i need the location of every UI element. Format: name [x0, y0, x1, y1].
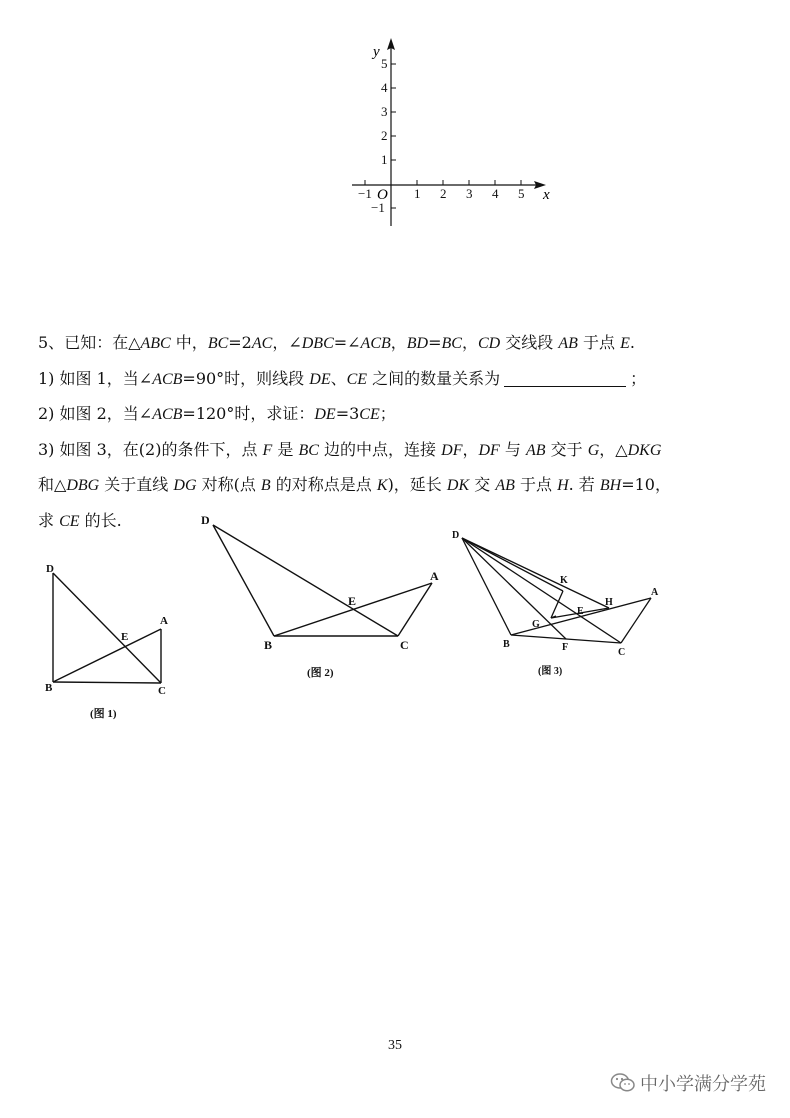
text: ； — [379, 404, 396, 423]
text: ， — [462, 439, 479, 459]
math: BD — [406, 335, 429, 352]
math: CE — [346, 370, 368, 388]
figure-2-caption: (图 2) — [307, 667, 334, 679]
label-E: E — [121, 631, 129, 643]
x-tick-4: 4 — [492, 186, 499, 201]
figure-2 — [192, 508, 452, 688]
text: . — [629, 333, 636, 352]
math: DE — [309, 370, 331, 388]
math: AB — [558, 335, 578, 352]
label-B: B — [503, 639, 510, 650]
math: DKG — [627, 441, 662, 459]
problem-part-2 — [38, 397, 758, 433]
wechat-icon — [610, 1072, 636, 1094]
x-tick-2: 2 — [440, 186, 447, 201]
math: DG — [173, 477, 197, 494]
text: ，∠ — [272, 333, 302, 352]
math: ACB — [152, 370, 183, 388]
math: CE — [59, 512, 80, 530]
label-A: A — [651, 587, 659, 598]
math: ABC — [140, 335, 171, 352]
coordinate-axes — [340, 36, 560, 236]
text: 交 — [469, 475, 496, 494]
origin-label: O — [377, 187, 388, 203]
text: =10， — [621, 475, 671, 494]
y-axis-label: y — [373, 44, 380, 60]
label-A: A — [160, 615, 168, 627]
text: ， — [390, 333, 407, 352]
figure-3 — [448, 526, 678, 686]
label-E: E — [577, 606, 584, 617]
label-D: D — [201, 513, 210, 527]
figure-1 — [40, 558, 190, 728]
problem-given — [38, 326, 758, 362]
text: 的长. — [79, 510, 122, 530]
label-E: E — [348, 594, 357, 608]
problem-part-3 — [38, 433, 758, 469]
x-axis-label: x — [543, 187, 550, 203]
figure-1-caption: (图 1) — [90, 708, 117, 720]
math: BC — [441, 335, 462, 352]
label-D: D — [46, 563, 54, 575]
math: DF — [478, 441, 500, 459]
problem-part-1 — [38, 362, 758, 398]
text: 求 — [38, 510, 60, 530]
text: 、 — [330, 368, 347, 388]
text: 是 — [272, 439, 299, 459]
text: 1) 如图 1，当∠ — [38, 368, 153, 388]
text: 交线段 — [500, 333, 559, 352]
label-A: A — [430, 569, 439, 583]
label-B: B — [264, 638, 273, 652]
math: CD — [477, 335, 501, 352]
x-tick-neg1: −1 — [358, 186, 372, 201]
math: ACB — [152, 406, 183, 423]
label-D: D — [452, 530, 460, 541]
text: 与 — [499, 439, 526, 459]
text: 关于直线 — [99, 475, 174, 494]
label-B: B — [45, 682, 53, 694]
text: ； — [630, 368, 647, 388]
problem-part-3-cont — [38, 468, 758, 504]
math: ACB — [360, 335, 391, 352]
text: 于点 — [514, 475, 558, 494]
x-tick-1: 1 — [414, 186, 421, 201]
text: 和△ — [38, 475, 67, 494]
label-H: H — [605, 597, 613, 608]
label-K: K — [560, 575, 568, 586]
text: 中， — [170, 333, 208, 352]
label-G: G — [532, 619, 540, 630]
math: BC — [298, 441, 319, 459]
text: 于点 — [577, 333, 621, 352]
math: CE — [359, 406, 380, 423]
text: 2) 如图 2，当∠ — [38, 404, 153, 423]
math: AB — [495, 477, 515, 494]
text: = — [428, 333, 442, 352]
y-tick-2: 2 — [381, 128, 388, 143]
text: =∠ — [333, 333, 361, 352]
text: =120°时，求证： — [182, 404, 315, 423]
watermark — [610, 1070, 766, 1096]
x-tick-5: 5 — [518, 186, 525, 201]
label-C: C — [400, 638, 409, 652]
label-C: C — [618, 647, 626, 658]
math: F — [262, 441, 273, 459]
y-tick-5: 5 — [381, 56, 388, 71]
math: DF — [441, 441, 463, 459]
y-tick-3: 3 — [381, 104, 388, 119]
math: AB — [526, 441, 546, 459]
figure-3-caption: (图 3) — [538, 666, 563, 677]
math: BH — [599, 477, 622, 494]
math: DBG — [66, 477, 100, 494]
math: H — [557, 477, 569, 494]
math: BC — [207, 335, 229, 352]
math: B — [260, 477, 271, 494]
text: ，△ — [599, 439, 628, 459]
text: 交于 — [545, 439, 588, 459]
text: =3 — [335, 404, 360, 423]
math: DE — [314, 406, 336, 423]
math: AC — [251, 335, 273, 352]
text: 3) 如图 3，在(2)的条件下，点 — [38, 439, 263, 459]
label-C: C — [158, 685, 166, 697]
text: =2 — [228, 333, 252, 352]
watermark-text: 中小学满分学苑 — [640, 1074, 766, 1095]
text: ， — [461, 333, 478, 352]
text: 已知：在△ — [64, 333, 141, 352]
text: )，延长 — [387, 475, 447, 494]
math: E — [620, 335, 630, 352]
text: 边的中点，连接 — [318, 439, 442, 459]
page-number: 35 — [388, 1038, 402, 1053]
label-F: F — [562, 642, 569, 653]
y-tick-4: 4 — [381, 80, 388, 95]
text: 对称(点 — [196, 475, 261, 494]
math: G — [587, 441, 600, 459]
math: DK — [446, 477, 470, 494]
answer-blank — [504, 368, 626, 387]
text: 之间的数量关系为 — [367, 368, 501, 388]
text: 的对称点是点 — [270, 475, 377, 494]
y-tick-1: 1 — [381, 152, 388, 167]
problem-number: 5、 — [38, 333, 65, 352]
x-tick-3: 3 — [466, 186, 473, 201]
text: . 若 — [568, 475, 600, 494]
y-tick-neg1: −1 — [371, 200, 385, 215]
math: K — [376, 477, 388, 494]
text: =90°时，则线段 — [182, 368, 310, 388]
math: DBC — [301, 335, 334, 352]
